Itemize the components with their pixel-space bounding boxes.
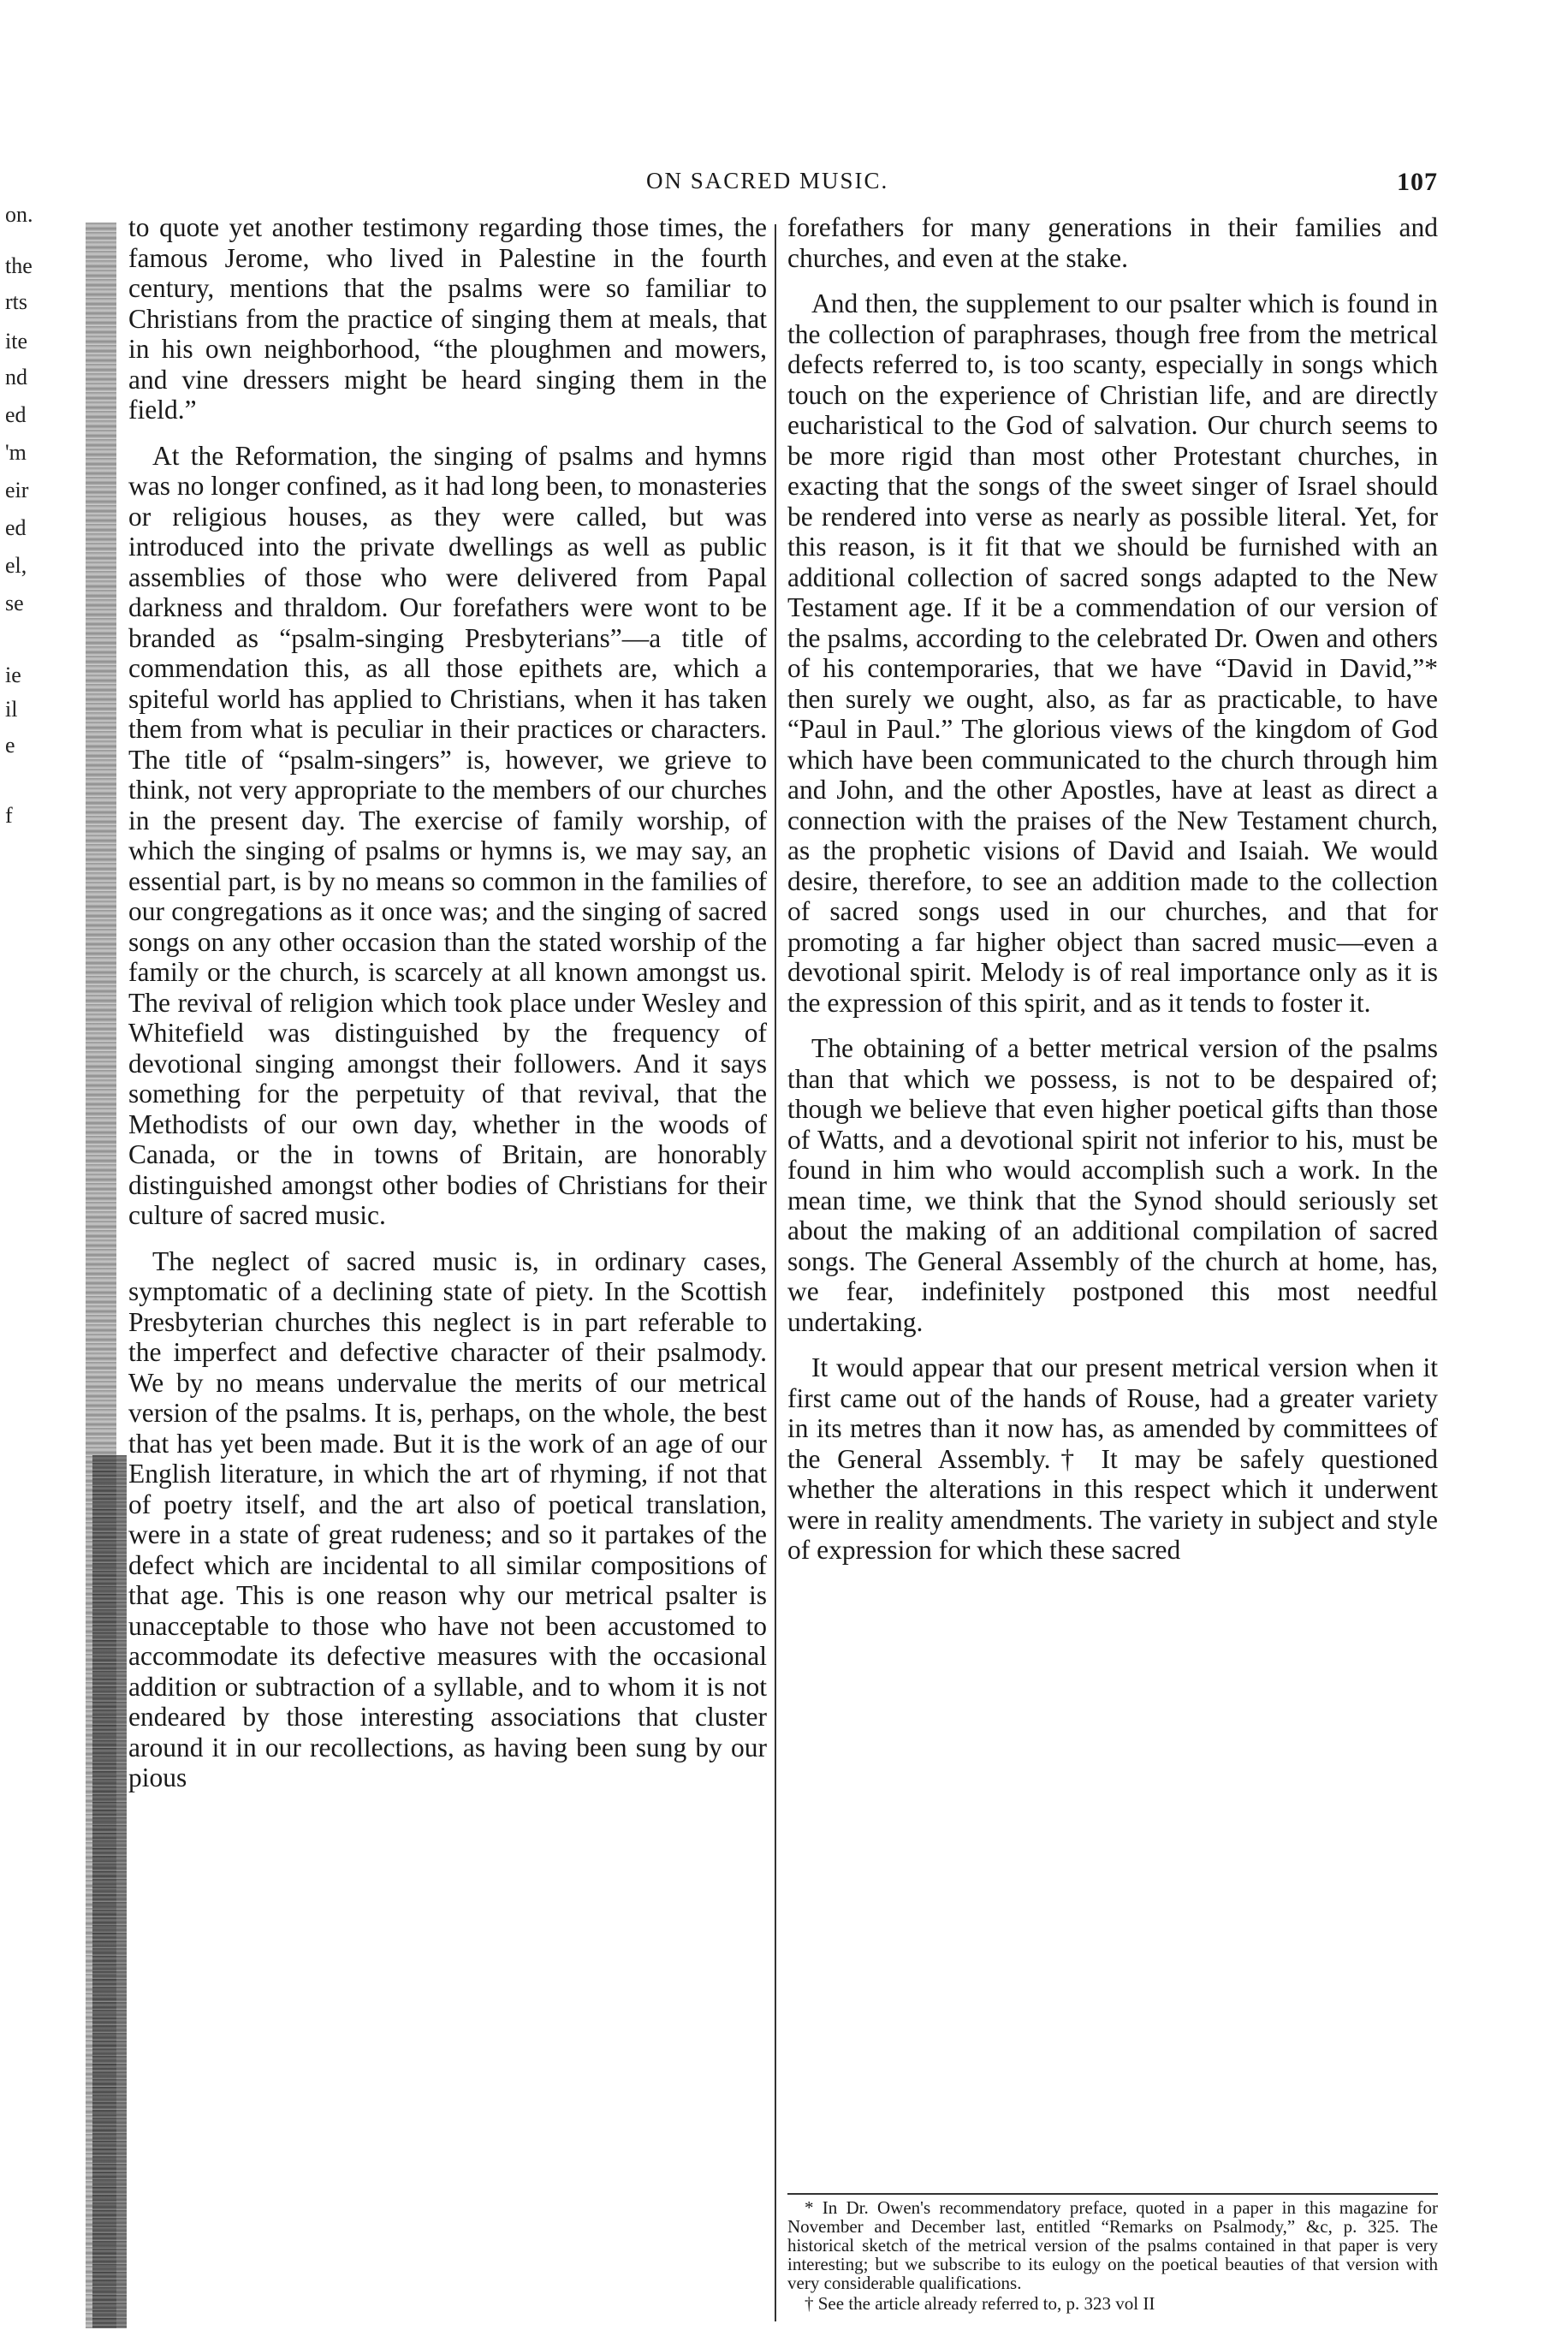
margin-fragment: ite	[5, 329, 27, 354]
margin-fragment: se	[5, 591, 24, 615]
margin-fragment: e	[5, 733, 15, 758]
paragraph: At the Reformation, the singing of psalms and hymns was no longer confined, as it had long been, to monasteries or religious houses, as they were called, but was introduced into the private dwellings as well as public assemblies of those who were delivered from Papal darkness and thraldom. Our forefathers were wont to be branded as “psalm-singing Presbyterians”—a title of commendation this, as all those epithets are, which a spiteful world has applied to Christians, when it has taken them from what is peculiar in their practices or characters. The title of “psalm-singers” is, however, we grieve to think, not very appropriate to the members of our churches in the present day. The exercise of family worship, of which the singing of psalms or hymns is, we may say, an essential part, is by no means so common in the families of our congregations as it once was; and the singing of sacred songs on any other occasion than the stated worship of the family or the church, is scarcely at all known amongst us. The revival of religion which took place under Wesley and Whitefield was distinguished by the frequency of devotional singing amongst their followers. And it says something for the perpetuity of that revival, that the Methodists of our own day, whether in the woods of Canada, or the in towns of Britain, are honorably distinguished amongst other bodies of Christians for their culture of sacred music.	[128, 440, 767, 1230]
margin-fragment: il	[5, 697, 18, 722]
footnote: † See the article already referred to, p. 323 vol II	[805, 2293, 1155, 2314]
paragraph: to quote yet another testimony regarding those times, the famous Jerome, who lived in Palestine in the fourth century, mentions that the psalms were so familiar to Christians from the practice of singing them at meals, that in his own neighborhood, “the ploughmen and mowers, and vine dressers might be heard singing them in the field.”	[128, 212, 767, 425]
paragraph: It would appear that our present metrical version when it first came out of the hands of Rouse, had a greater variety in its metres than it now has, as amended by committees of the General Assembly.† It may be safely questioned whether the alterations in this respect which it underwent were in reality amendments. The variety in subject and style of expression for which these sacred	[787, 1352, 1438, 1565]
margin-fragment: ed	[5, 402, 27, 427]
paragraph: And then, the supplement to our psalter which is found in the collection of paraphrases, though free from the metrical defects referred to, is too scanty, especially in songs which touch on the experience of Christian life, and are directly eucharistical to the God of salvation. Our church seems to be more rigid than most other Protestant churches, in exacting that the songs of the sweet singer of Israel should be rendered into verse as nearly as possible literal. Yet, for this reason, is it fit that we should be furnished with an additional collection of sacred songs adapted to the New Testament age. If it be a commendation of our version of the psalms, according to the celebrated Dr. Owen and others of his contemporaries, that we have “David in David,”* then surely we ought, also, as far as practicable, to have “Paul in Paul.” The glorious views of the kingdom of God which have been communicated to the church through him and John, and the other Apostles, have at least as direct a connection with the praises of the New Testament church, as the prophetic visions of David and Isaiah. We would desire, therefore, to see an addition made to the collection of sacred songs used in our churches, and that for promoting a far higher object than sacred music—even a devotional spirit. Melody is of real importance only as it is the expression of this spirit, and as it tends to foster it.	[787, 288, 1438, 1018]
margin-fragment: eir	[5, 478, 29, 502]
margin-fragment: ie	[5, 663, 21, 687]
margin-fragment: ed	[5, 515, 27, 540]
margin-fragment: the	[5, 253, 33, 278]
running-title: ON SACRED MUSIC.	[646, 168, 889, 193]
margin-fragment: 'm	[5, 440, 27, 465]
right-column	[787, 212, 1438, 1581]
margin-fragment: rts	[5, 289, 27, 314]
left-column	[128, 212, 767, 1809]
margin-fragment: f	[5, 803, 13, 828]
footnote: * In Dr. Owen's recommendatory preface, quoted in a paper in this magazine for November and December last, entitled “Remarks on Psalmody,” &c, p. 325. The historical sketch of the metrical version of the psalms contained in that paper is very interesting; but we subscribe to its eulogy on the poetical beauties of that version with very considerable qualifications.	[787, 2197, 1438, 2293]
column-divider	[775, 224, 776, 2321]
paragraph: forefathers for many generations in their families and churches, and even at the stake.	[787, 212, 1438, 273]
paragraph: The obtaining of a better metrical version of the psalms than that which we possess, is not to be despaired of; though we believe that even higher poetical gifts than those of Watts, and a devotional spirit not inferior to his, must be found in him who would accomplish such a work. In the mean time, we think that the Synod should seriously set about the making of an additional compilation of sacred songs. The General Assembly of the church at home, has, we fear, indefinitely postponed this most needful undertaking.	[787, 1033, 1438, 1337]
paragraph: The neglect of sacred music is, in ordinary cases, symptomatic of a declining state of piety. In the Scottish Presbyterian churches this neglect is in part referable to the imperfect and defective character of their psalmody. We by no means undervalue the merits of our metrical version of the psalms. It is, perhaps, on the whole, the best that has yet been made. But it is the work of an age of our English literature, in which the art of rhyming, if not that of poetry itself, and the art also of poetical translation, were in a state of great rudeness; and so it partakes of the defect which are incidental to all similar compositions of that age. This is one reason why our metrical psalter is unacceptable to those who have not been accustomed to accommodate its defective measures with the occasional addition or subtraction of a syllable, and to whom it is not endeared by those interesting associations that cluster around it in our recollections, as having been sung by our pious	[128, 1245, 767, 1792]
margin-fragment: nd	[5, 365, 27, 389]
footnote-divider	[787, 2193, 1438, 2195]
running-header	[128, 168, 1438, 202]
footnotes	[787, 2198, 1438, 2315]
page-number: 107	[1397, 168, 1438, 196]
binding-shadow	[92, 1455, 127, 2328]
margin-fragment: el,	[5, 553, 27, 578]
margin-fragment: on.	[5, 202, 33, 227]
